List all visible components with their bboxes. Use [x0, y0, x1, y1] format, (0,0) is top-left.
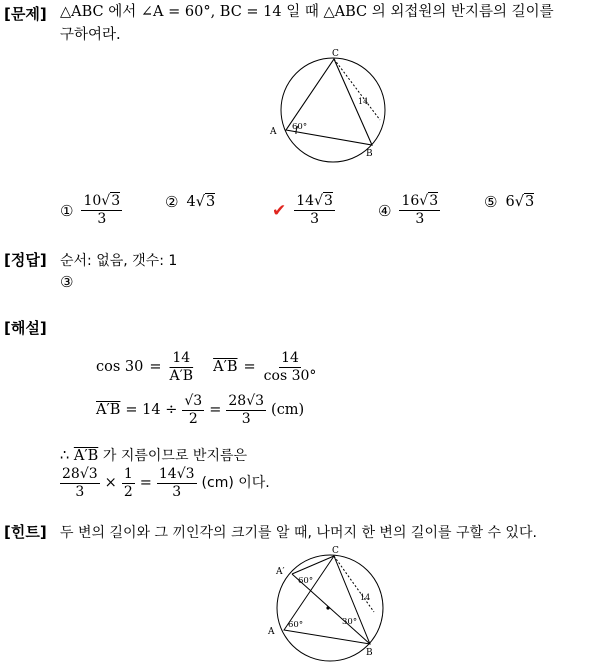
side-bc-label: 14 [358, 97, 369, 106]
choice-1-fraction: $\frac{10√3}{3}$ [83, 193, 121, 227]
choice-2[interactable] [165, 193, 215, 211]
problem-figure [262, 48, 402, 172]
explanation-label: [해설] [4, 319, 47, 337]
angle-a-label: 60° [292, 122, 308, 132]
hint-figure [262, 542, 402, 662]
choice-2-value: 4√3 [186, 194, 216, 210]
choice-1[interactable] [60, 193, 122, 228]
problem-line-1 [60, 3, 554, 22]
explanation-eq-2: A′B = 14 ÷ $\frac{√3}{2}$ = $\frac{28√3}{3}$ (cm) [96, 393, 305, 427]
explanation-conclusion-2: $\frac{28√3}{3}$ × $\frac{1}{2}$ = $\frac{14√3}{3}$ (cm) 이다. [62, 466, 270, 500]
hint-angle-b: 30° [342, 617, 358, 627]
choice-2-mark: ② [165, 193, 179, 211]
hint-triangle [284, 556, 370, 644]
problem-statement: △ABC 에서 ∠A = 60°, BC = 14 일 때 △ABC 의 외접원의 반지름의 길이를 [60, 4, 554, 20]
explanation-conclusion-1: ∴ A′B 가 지름이므로 반지름은 [60, 448, 248, 464]
answer-label: [정답] [4, 251, 47, 269]
choice-4[interactable] [378, 193, 440, 228]
hint-vertex-a-prime: A′ [276, 567, 285, 577]
hint-vertex-b: B [366, 648, 373, 658]
choice-3-fraction: $\frac{14√3}{3}$ [296, 193, 333, 227]
vertex-a: A [270, 127, 277, 137]
vertex-c: C [332, 49, 339, 59]
answer-value: ③ [60, 273, 74, 291]
hint-side-label: 14 [360, 593, 371, 602]
choice-5-value: 6√3 [505, 194, 535, 210]
choice-4-fraction: $\frac{16√3}{3}$ [401, 193, 439, 227]
problem-line-2: 구하여라. [60, 27, 121, 43]
hint-angle-a: 60° [288, 620, 304, 630]
hint-center-point [326, 606, 329, 609]
hint-label: [힌트] [4, 523, 47, 541]
hint-text: 두 변의 길이와 그 끼인각의 크기를 알 때, 나머지 한 변의 길이를 구할 수 있다. [60, 525, 537, 541]
circumcircle [281, 58, 385, 162]
hint-angle-a-prime: 60° [298, 576, 314, 586]
choice-1-mark: ① [60, 201, 74, 220]
choice-5[interactable] [484, 193, 534, 211]
hint-vertex-c: C [332, 546, 339, 556]
answer-meta: 순서: 없음, 갯수: 1 [60, 253, 178, 269]
check-icon: ✔ [272, 200, 287, 221]
choice-4-mark: ④ [378, 201, 392, 220]
choice-3[interactable] [272, 193, 335, 228]
explanation-eq-1: cos 30 = $\frac{14}{A'B}$ A′B = $\frac{14}{\cos 30^\circ}$ [96, 350, 317, 384]
hint-vertex-a: A [268, 627, 275, 637]
choice-5-mark: ⑤ [484, 193, 498, 211]
vertex-b: B [366, 149, 373, 159]
problem-label: [문제] [4, 5, 47, 23]
